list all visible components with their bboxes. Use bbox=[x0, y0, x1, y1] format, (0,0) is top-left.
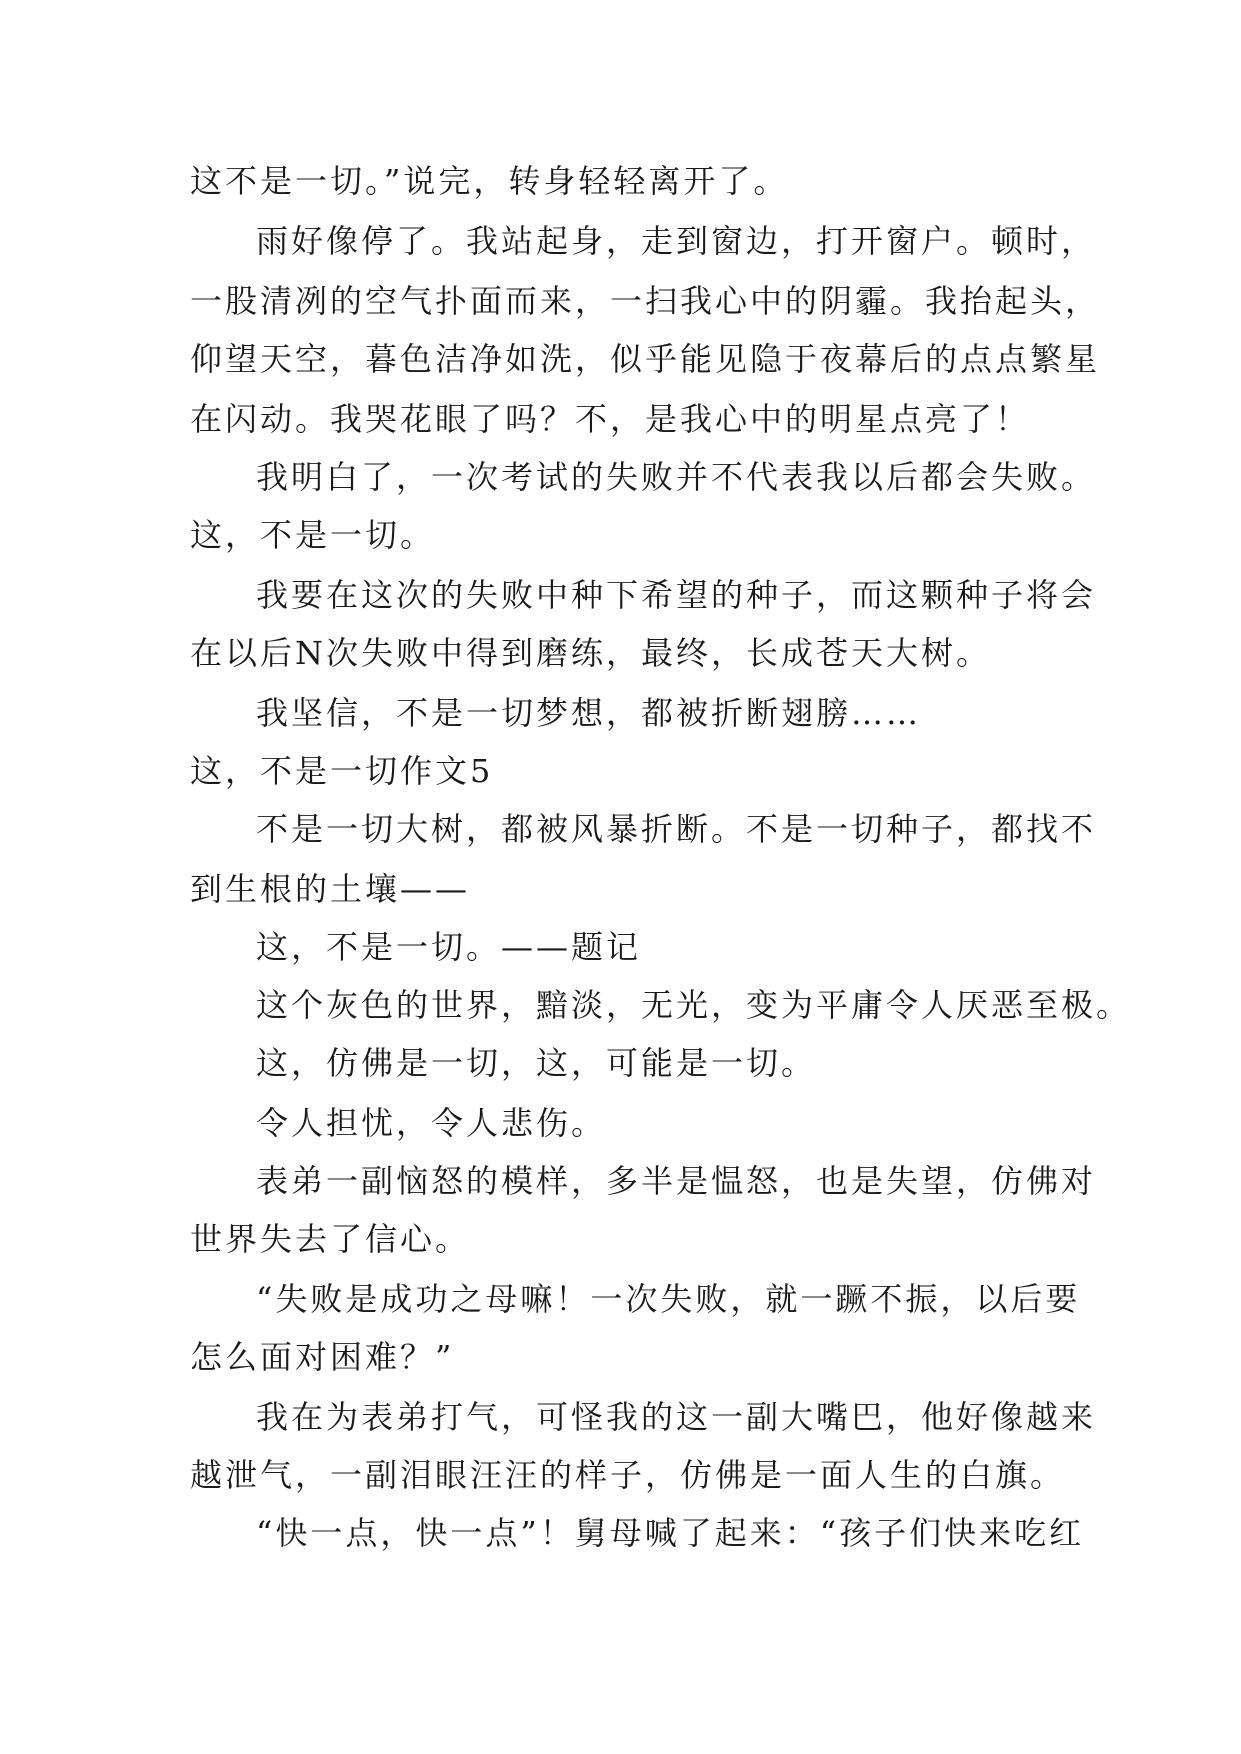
text-line: 我明白了，一次考试的失败并不代表我以后都会失败。 bbox=[256, 458, 1097, 496]
text-line: 仰望天空，暮色洁净如洗，似乎能见隐于夜幕后的点点繁星 bbox=[190, 340, 1101, 378]
text-line: 表弟一副恼怒的模样，多半是愠怒，也是失望，仿佛对 bbox=[256, 1162, 1097, 1200]
text-line: 我在为表弟打气，可怪我的这一副大嘴巴，他好像越来 bbox=[256, 1398, 1097, 1436]
text-line: “失败是成功之母嘛！一次失败，就一蹶不振，以后要 bbox=[256, 1280, 1081, 1318]
text-line: 我坚信，不是一切梦想，都被折断翅膀…… bbox=[256, 694, 922, 732]
text-line: 这，不是一切。——题记 bbox=[256, 928, 642, 966]
text-line: 雨好像停了。我站起身，走到窗边，打开窗户。顿时， bbox=[256, 222, 1097, 260]
text-line: 令人担忧，令人悲伤。 bbox=[256, 1104, 607, 1142]
text-line: 这，不是一切。 bbox=[190, 516, 436, 554]
section-heading: 这，不是一切作文5 bbox=[190, 752, 494, 790]
text-line: 在闪动。我哭花眼了吗？不，是我心中的明星点亮了！ bbox=[190, 400, 1031, 438]
text-line: 我要在这次的失败中种下希望的种子，而这颗种子将会 bbox=[256, 576, 1097, 614]
text-line: “快一点，快一点”！舅母喊了起来：“孩子们快来吃红 bbox=[256, 1514, 1085, 1552]
text-line: 一股清冽的空气扑面而来，一扫我心中的阴霾。我抬起头， bbox=[190, 282, 1101, 320]
text-line: 不是一切大树，都被风暴折断。不是一切种子，都找不 bbox=[256, 810, 1097, 848]
text-line: 越泄气，一副泪眼汪汪的样子，仿佛是一面人生的白旗。 bbox=[190, 1456, 1066, 1494]
text-line: 到生根的土壤—— bbox=[190, 870, 471, 908]
text-line: 这，仿佛是一切，这，可能是一切。 bbox=[256, 1044, 817, 1082]
text-line: 世界失去了信心。 bbox=[190, 1220, 471, 1258]
text-line: 这个灰色的世界，黯淡，无光，变为平庸令人厌恶至极。 bbox=[256, 986, 1132, 1024]
text-line: 在以后N次失败中得到磨练，最终，长成苍天大树。 bbox=[190, 634, 992, 672]
text-line: 这不是一切。”说完，转身轻轻离开了。 bbox=[190, 162, 789, 200]
text-line: 怎么面对困难？” bbox=[190, 1338, 455, 1376]
